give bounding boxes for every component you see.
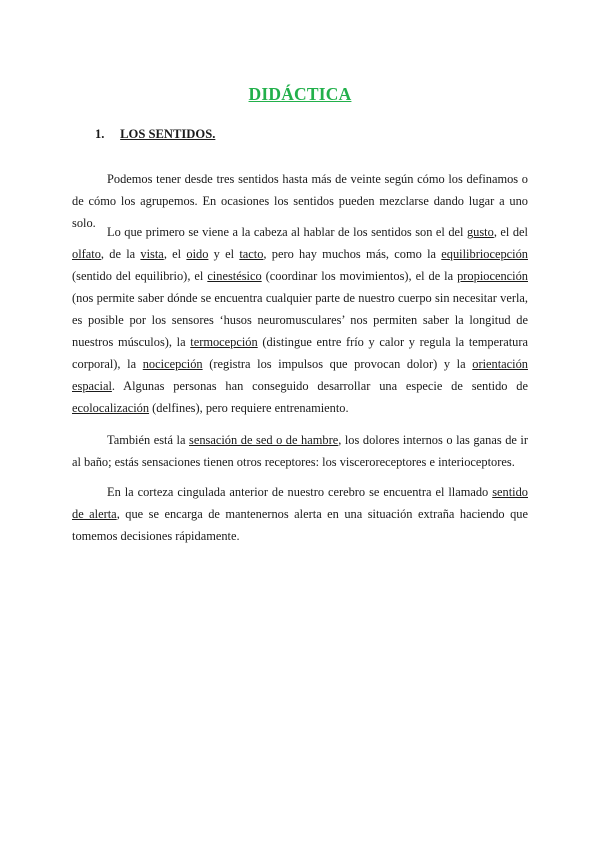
paragraph-text: (delfines), pero requiere entrenamiento. xyxy=(149,400,349,415)
paragraph-text: (nos permite saber dónde se encuentra cualquier parte de nuestro cuerpo sin necesitar verla, es posible por los sensores ‘husos neuromusculares’ nos permiten saber la longitud de nuestros músculos), la xyxy=(72,291,528,349)
paragraph-text: En la corteza cingulada anterior de nuestro cerebro se encuentra el llamado xyxy=(107,485,493,500)
underlined-term: propiocención xyxy=(457,269,528,284)
page-title: DIDÁCTICA xyxy=(248,84,352,104)
paragraph-text: , que se encarga de mantenernos alerta en una situación extraña haciendo que tomemos decisiones rápidamente. xyxy=(72,507,528,544)
underlined-term: tacto xyxy=(239,247,264,262)
underlined-term: gusto xyxy=(466,225,494,240)
underlined-term: olfato xyxy=(72,247,101,262)
paragraph-text: , los dolores internos o las ganas de ir al baño; estás sensaciones tienen otros receptores: los visceroreceptores e interioceptores. xyxy=(72,433,529,470)
paragraph xyxy=(72,482,528,548)
underlined-term: termocepción xyxy=(190,334,258,349)
paragraph-text: y el xyxy=(208,247,240,262)
section-title: LOS SENTIDOS. xyxy=(120,127,216,141)
paragraph xyxy=(72,430,528,474)
underlined-term: cinestésico xyxy=(207,269,262,284)
paragraph-text: También está la xyxy=(107,433,190,448)
section-number: 1. xyxy=(95,127,105,141)
underlined-term: ecolocalización xyxy=(72,400,150,415)
paragraph xyxy=(72,222,528,419)
paragraph-text: , el del xyxy=(493,225,528,240)
paragraph-text: , de la xyxy=(100,247,141,262)
paragraph-text: Podemos tener desde tres sentidos hasta más de veinte según cómo los definamos o de cómo los agrupemos. En ocasiones los sentidos pueden mezclarse dando lugar a uno solo. xyxy=(72,172,528,231)
underlined-term: equilibriocepción xyxy=(441,247,528,262)
paragraph-text: Lo que primero se viene a la cabeza al hablar de los sentidos son el del xyxy=(107,225,467,240)
underlined-term: sentido de alerta xyxy=(72,485,528,522)
underlined-term: sensación de sed o de hambre xyxy=(189,433,339,448)
paragraph-text: , pero hay muchos más, como la xyxy=(263,247,442,262)
paragraph-text: . Algunas personas han conseguido desarrollar una especie de sentido de xyxy=(111,378,528,393)
underlined-term: oido xyxy=(186,247,209,262)
paragraph-text: (distingue entre frío y calor y regula la temperatura corporal), la xyxy=(72,334,528,371)
paragraph-text: (coordinar los movimientos), el de la xyxy=(261,269,458,284)
paragraph-text: (registra los impulsos que provocan dolor) y la xyxy=(202,356,473,371)
underlined-term: vista xyxy=(140,247,164,262)
paragraph-text: , el xyxy=(163,247,187,262)
section-heading xyxy=(95,127,215,142)
underlined-term: nocicepción xyxy=(142,356,203,371)
underlined-term: orientación espacial xyxy=(72,356,528,393)
paragraph-text: (sentido del equilibrio), el xyxy=(72,269,208,284)
